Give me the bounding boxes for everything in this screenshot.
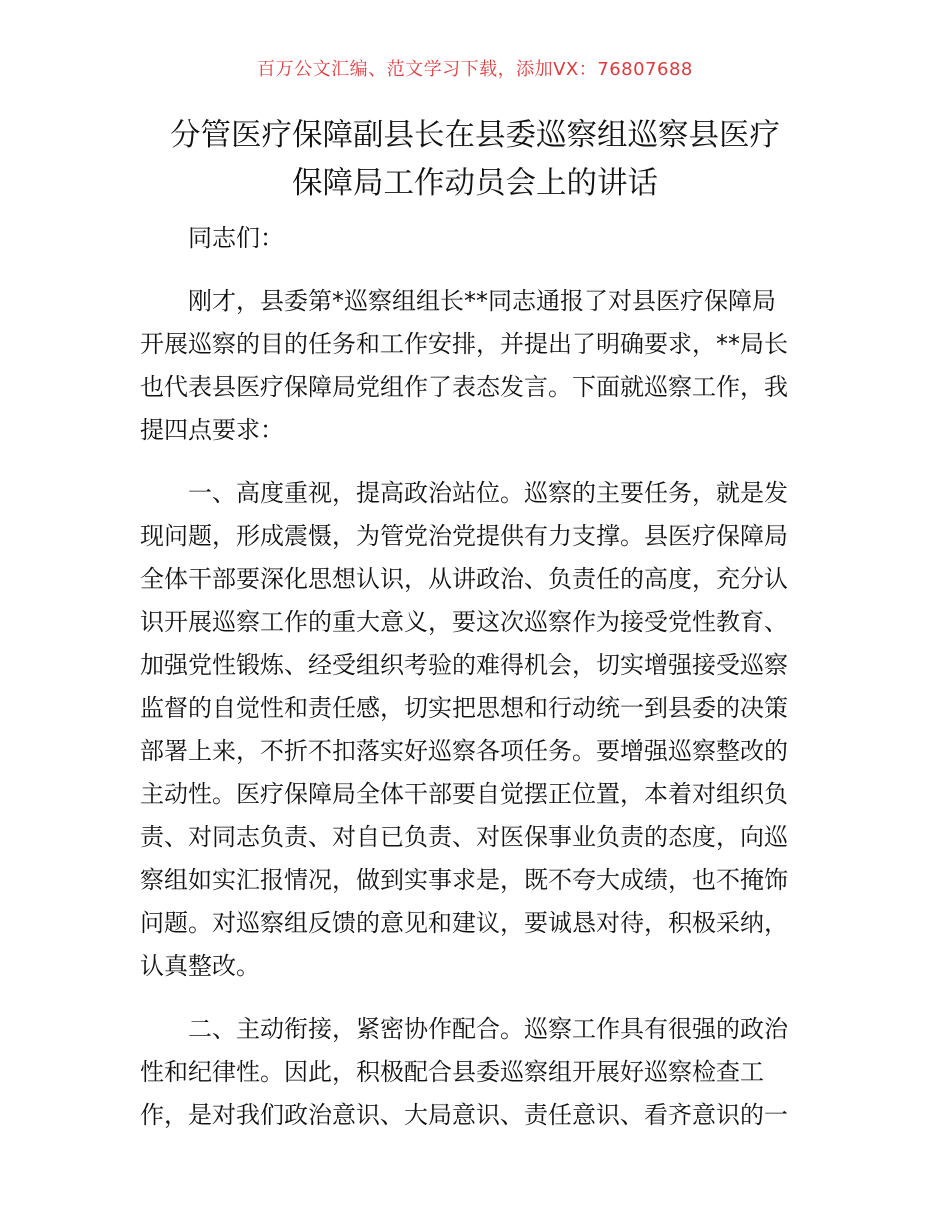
text-line: 识开展巡察工作的重大意义，要这次巡察作为接受党性教育、 <box>140 608 788 636</box>
watermark-banner: 百万公文汇编、范文学习下载，添加VX：76807688 <box>257 59 693 80</box>
text-line: 一、高度重视，提高政治站位。巡察的主要任务，就是发 <box>188 479 788 507</box>
text-line: 开展巡察的目的任务和工作安排，并提出了明确要求，**局长 <box>140 330 788 358</box>
text-line: 监督的自觉性和责任感，切实把思想和行动统一到县委的决策 <box>140 694 788 722</box>
text-line: 部署上来，不折不扣落实好巡察各项任务。要增强巡察整改的 <box>140 737 788 765</box>
text-line: 察组如实汇报情况，做到实事求是，既不夸大成绩，也不掩饰 <box>140 866 788 894</box>
paragraph-point-one <box>140 472 815 988</box>
title-line: 保障局工作动员会上的讲话 <box>292 166 658 201</box>
text-line: 问题。对巡察组反馈的意见和建议，要诚恳对待，积极采纳， <box>140 909 788 937</box>
text-line: 主动性。医疗保障局全体干部要自觉摆正位置，本着对组织负 <box>140 780 788 808</box>
text-line: 全体干部要深化思想认识，从讲政治、负责任的高度，充分认 <box>140 565 788 593</box>
text-line: 提四点要求： <box>140 416 284 444</box>
text-line: 也代表县医疗保障局党组作了表态发言。下面就巡察工作，我 <box>140 373 788 401</box>
text-line: 同志们： <box>188 224 284 252</box>
text-line: 责、对同志负责、对自已负责、对医保事业负责的态度，向巡 <box>140 823 788 851</box>
paragraph-point-two <box>140 1008 815 1137</box>
text-line: 加强党性锻炼、经受组织考验的难得机会，切实增强接受巡察 <box>140 651 788 679</box>
document-body <box>140 217 815 1157</box>
paragraph-intro <box>140 280 815 452</box>
text-line: 刚才，县委第*巡察组组长**同志通报了对县医疗保障局 <box>188 287 776 315</box>
text-line: 认真整改。 <box>140 952 260 980</box>
document-title <box>100 112 850 208</box>
text-line: 现问题，形成震慑，为管党治党提供有力支撑。县医疗保障局 <box>140 522 788 550</box>
salutation <box>140 217 815 260</box>
text-line: 性和纪律性。因此，积极配合县委巡察组开展好巡察检查工 <box>140 1058 764 1086</box>
text-line: 二、主动衔接，紧密协作配合。巡察工作具有很强的政治 <box>188 1015 788 1043</box>
title-line: 分管医疗保障副县长在县委巡察组巡察县医疗 <box>170 118 780 153</box>
text-line: 作，是对我们政治意识、大局意识、责任意识、看齐意识的一 <box>140 1101 788 1129</box>
